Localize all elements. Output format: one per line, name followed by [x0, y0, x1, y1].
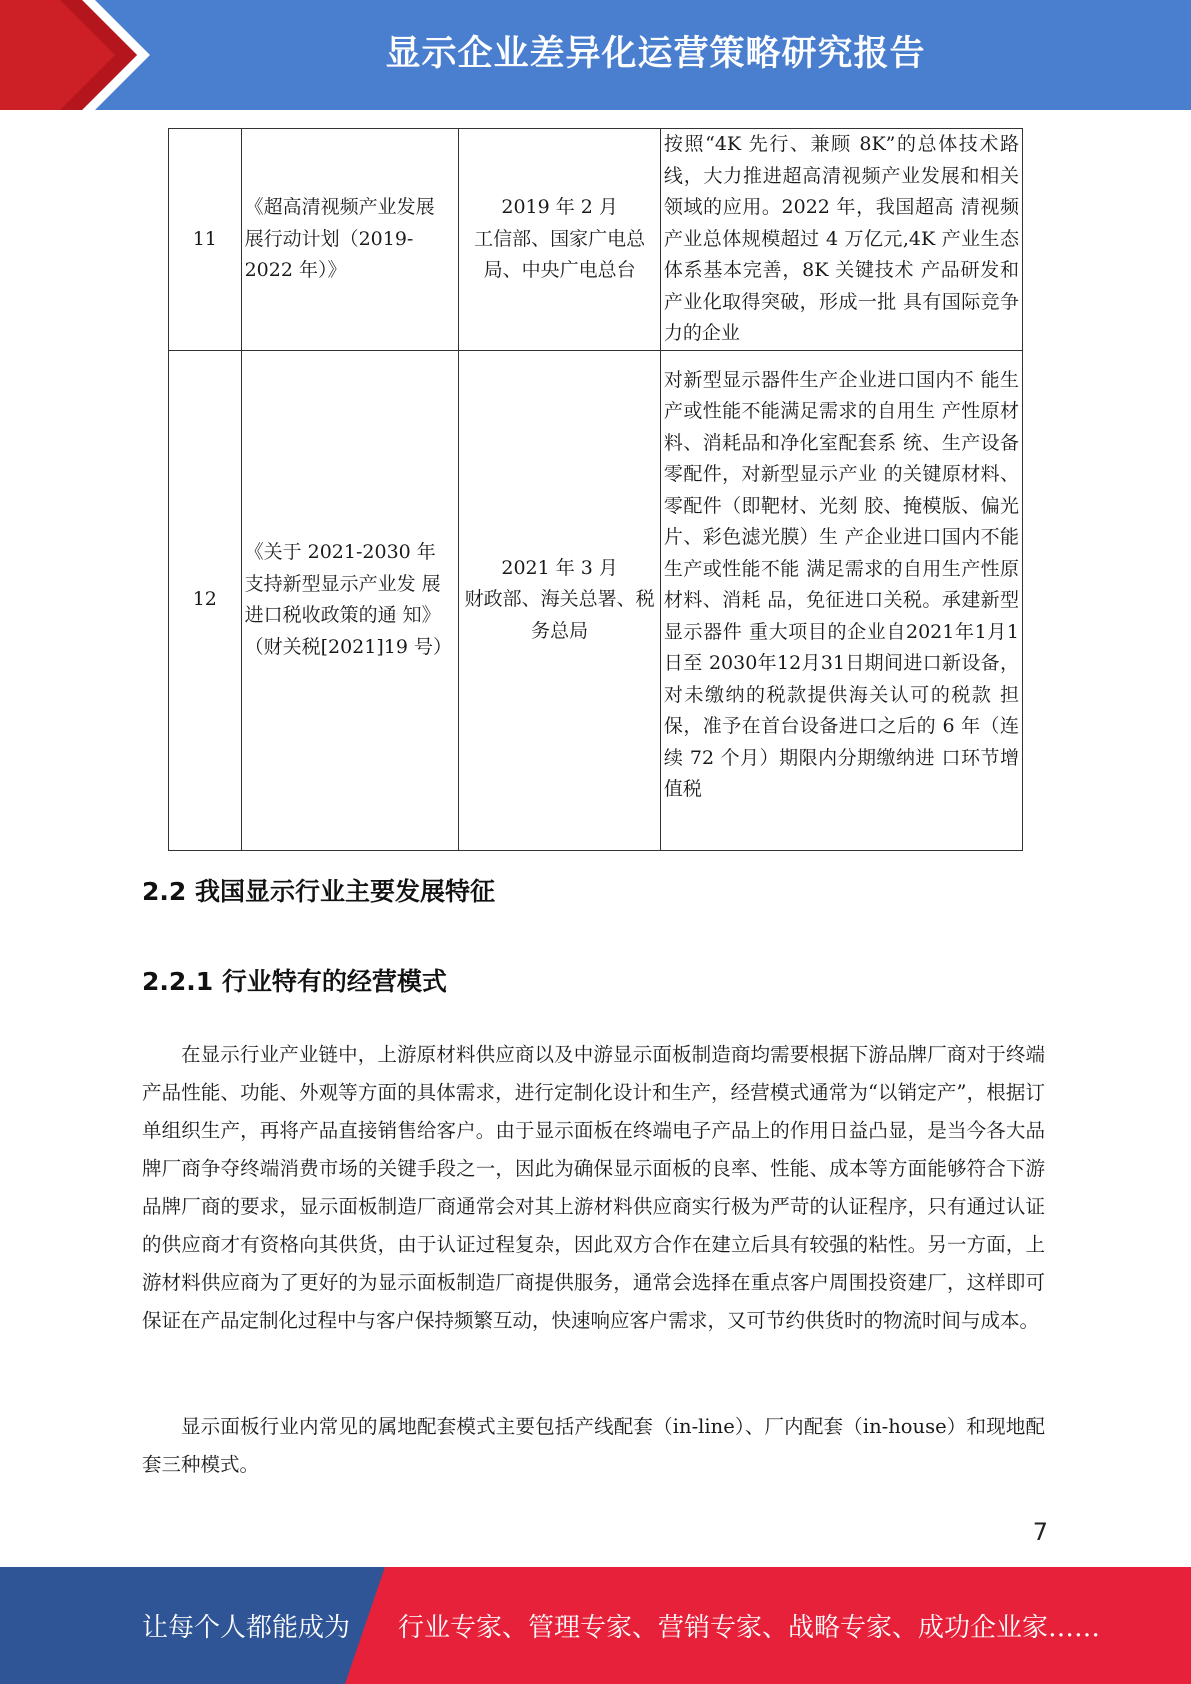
footer-slogan-left: 让每个人都能成为 — [142, 1613, 351, 1643]
table-row — [169, 129, 1023, 351]
policy-issuer: 工信部、国家广电总局、中央广电总台 — [474, 227, 646, 281]
table-row — [169, 350, 1023, 850]
policy-issuer: 财政部、海关总署、税务总局 — [464, 588, 655, 642]
row-number: 11 — [169, 129, 242, 351]
policy-date: 2019 年 2 月 — [501, 196, 618, 218]
report-title: 显示企业差异化运营策略研究报告 — [385, 34, 926, 74]
page-number: 7 — [1032, 1518, 1048, 1546]
body-paragraph: 在显示行业产业链中，上游原材料供应商以及中游显示面板制造商均需要根据下游品牌厂商对于终端产品性能、功能、外观等方面的具体需求，进行定制化设计和生产，经营模式通常为“以销定产”，根据订单组织生产，再将产品直接销售给客户。由于显示面板在终端电子产品上的作用日益凸显，是当今各大品牌厂商争夺终端消费市场的关键手段之一，因此为确保显示面板的良率、性能、成本等方面能够符合下游品牌厂商的要求，显示面板制造厂商通常会对其上游材料供应商实行极为严苛的认证程序，只有通过认证的供应商才有资格向其供货，由于认证过程复杂，因此双方合作在建立后具有较强的粘性。另一方面，上游材料供应商为了更好的为显示面板制造厂商提供服务，通常会选择在重点客户周围投资建厂，这样即可保证在产品定制化过程中与客户保持频繁互动，快速响应客户需求，又可节约供货时的物流时间与成本。 — [142, 1043, 1045, 1332]
page-footer — [0, 1567, 1191, 1684]
policy-description: 按照“4K 先行、兼顾 8K”的总体技术路线，大力推进超高清视频产业发展和相关领域的应用。2022 年，我国超高 清视频产业总体规模超过 4 万亿元,4K 产业生态体系基本完善，8K 关键技术 产品研发和产业化取得突破，形成一批 具有国际竞争力的企业 — [660, 129, 1022, 351]
policy-name: 《关于 2021-2030 年 支持新型显示产业发 展进口税收政策的通 知》（财关税[2021]19 号） — [241, 350, 459, 850]
section-heading: 2.2 我国显示行业主要发展特征 — [142, 877, 495, 906]
policy-date-issuer — [459, 350, 661, 850]
page-header — [0, 0, 1191, 110]
body-paragraph: 显示面板行业内常见的属地配套模式主要包括产线配套（in-line）、厂内配套（in-house）和现地配套三种模式。 — [142, 1415, 1045, 1476]
subsection-heading: 2.2.1 行业特有的经营模式 — [142, 967, 447, 996]
policy-date-issuer — [459, 129, 661, 351]
policy-date: 2021 年 3 月 — [501, 556, 618, 579]
policy-name: 《超高清视频产业发展 展行动计划（2019-2022 年）》 — [241, 129, 459, 351]
footer-slogan-right: 行业专家、管理专家、营销专家、战略专家、成功企业家…… — [398, 1613, 1101, 1643]
row-number: 12 — [169, 350, 242, 850]
policy-description: 对新型显示器件生产企业进口国内不 能生产或性能不能满足需求的自用生 产性原材料、消耗品和净化室配套系 统、生产设备零配件，对新型显示产业 的关键原材料、零配件（即靶材、光刻 胶、掩模版、偏光片、彩色滤光膜）生 产企业进口国内不能生产或性能不能 满足需求的自用生产性原材料、消耗 品，免征进口关税。承建新型显示器件 重大项目的企业自2021年1月1日至 2030年12月31日期间进口新设备， 对未缴纳的税款提供海关认可的税款 担保，准予在首台设备进口之后的 6 年（连续 72 个月）期限内分期缴纳进 口环节增值税 — [660, 350, 1022, 850]
policy-table — [168, 128, 1023, 851]
